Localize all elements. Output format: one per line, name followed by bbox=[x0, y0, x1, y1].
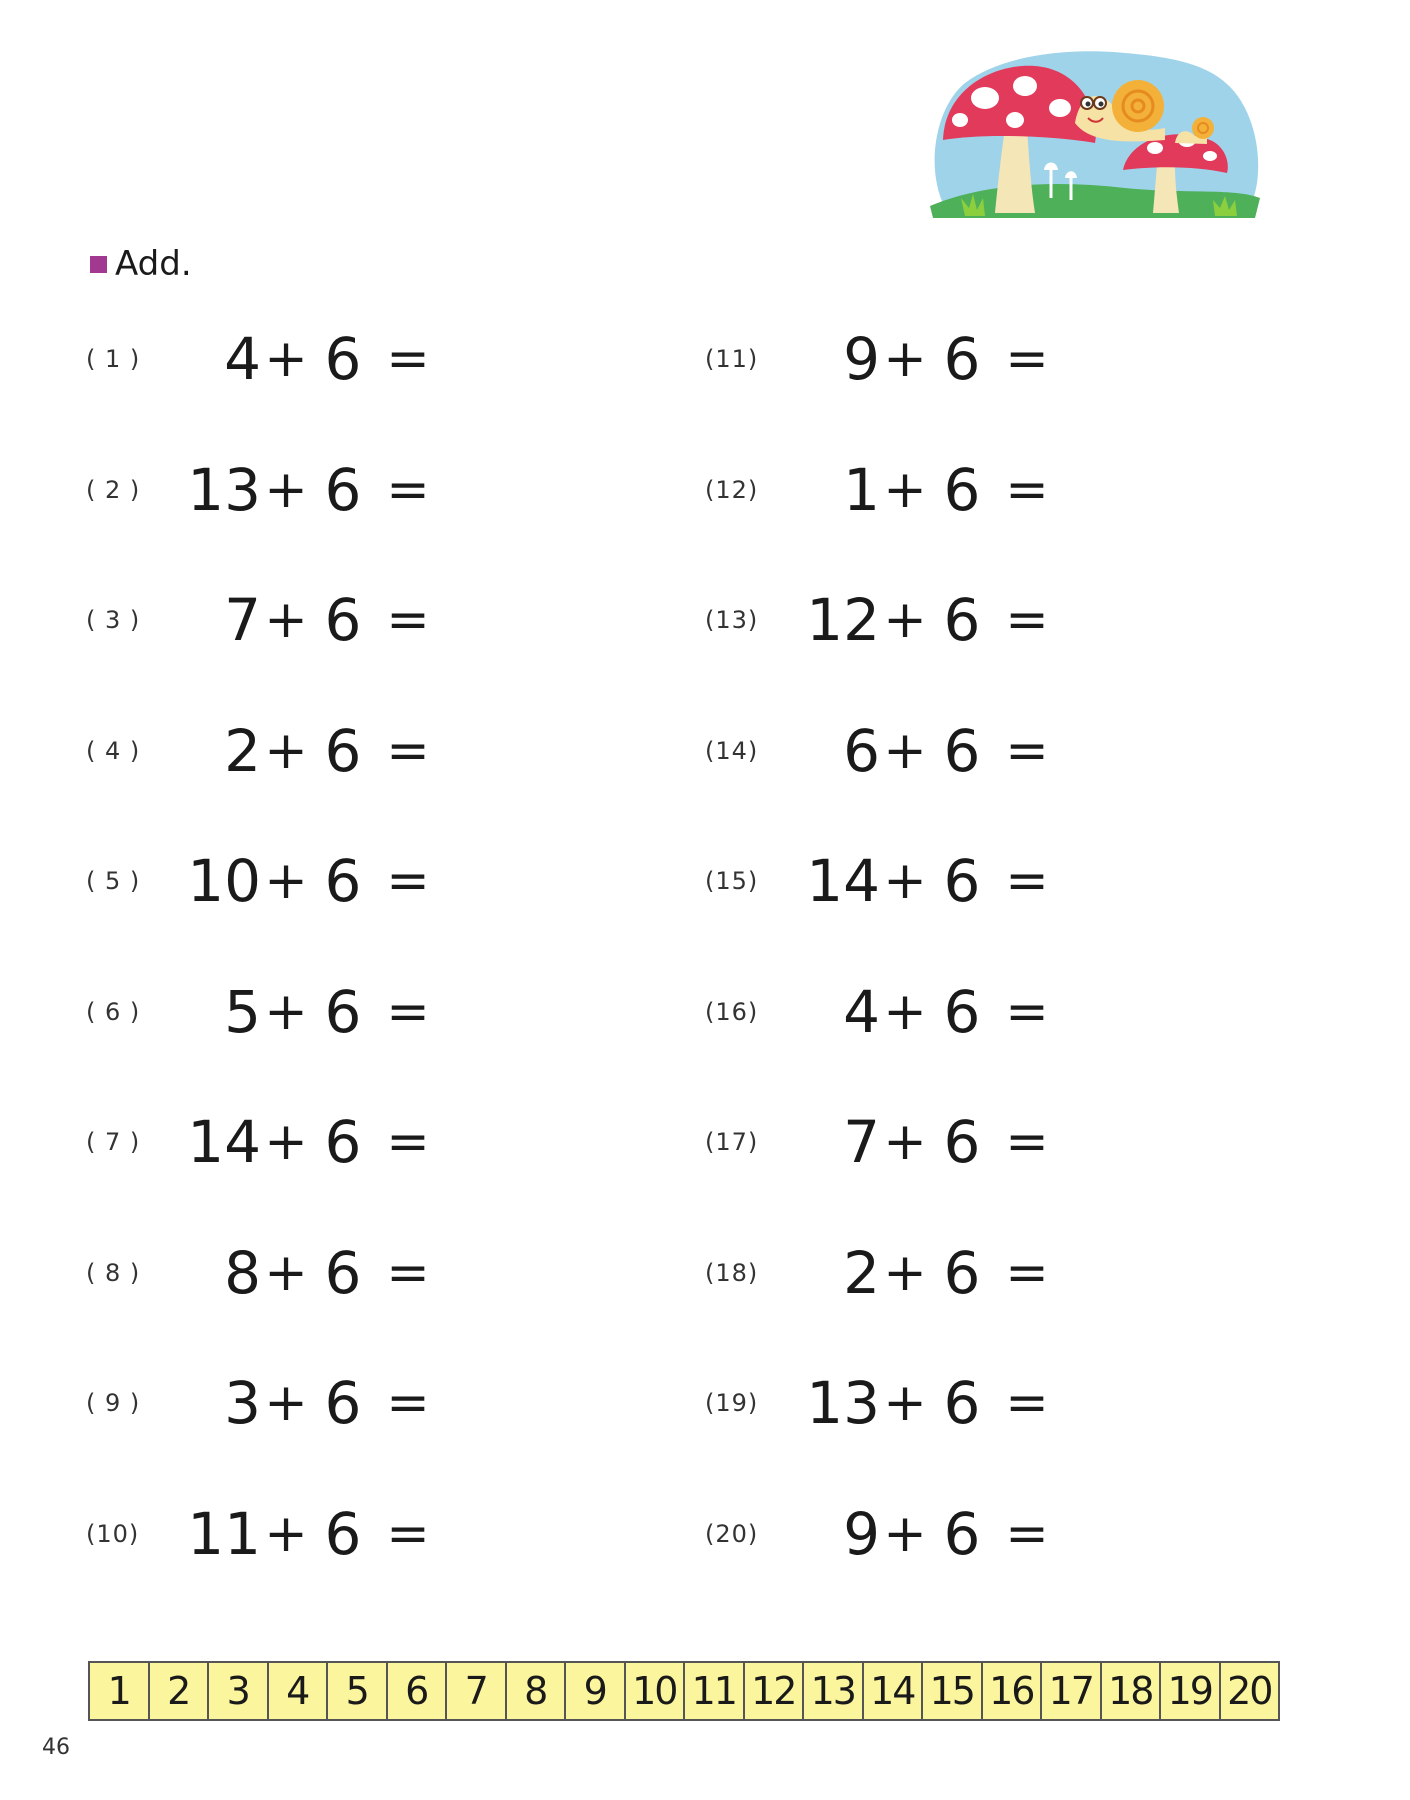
number-line-cell: 11 bbox=[685, 1663, 745, 1719]
plus-sign: + bbox=[264, 1112, 308, 1172]
problem-12 bbox=[705, 450, 1175, 530]
addend-b: 6 bbox=[943, 1499, 981, 1568]
problem-9 bbox=[86, 1363, 556, 1443]
problem-number: (18) bbox=[705, 1258, 759, 1287]
addend-a: 4 bbox=[843, 977, 880, 1046]
problem-3 bbox=[86, 580, 556, 660]
addend-b: 6 bbox=[324, 586, 362, 654]
addend-a: 13 bbox=[806, 1369, 880, 1437]
addend-a: 4 bbox=[224, 325, 261, 393]
plus-sign: + bbox=[264, 981, 308, 1042]
problem-number: (15) bbox=[705, 867, 759, 895]
equals-sign: = bbox=[386, 720, 430, 781]
addend-b: 6 bbox=[324, 1238, 362, 1307]
number-line-cell: 15 bbox=[923, 1663, 983, 1719]
addend-b: 6 bbox=[943, 716, 981, 785]
problem-number: (16) bbox=[705, 997, 759, 1026]
problem-13 bbox=[705, 580, 1175, 660]
number-line-cell: 19 bbox=[1161, 1663, 1221, 1719]
number-line bbox=[88, 1661, 1280, 1721]
addend-a: 14 bbox=[187, 1108, 261, 1176]
plus-sign: + bbox=[883, 851, 927, 911]
problem-17 bbox=[705, 1102, 1175, 1182]
problem-number: ( 2 ) bbox=[86, 475, 141, 504]
number-line-cell: 4 bbox=[269, 1663, 329, 1719]
instruction-text: Add. bbox=[115, 244, 192, 284]
problem-number: ( 1 ) bbox=[86, 345, 141, 373]
problem-number: (17) bbox=[705, 1128, 759, 1156]
number-line-cell: 6 bbox=[388, 1663, 448, 1719]
addend-a: 7 bbox=[224, 586, 261, 654]
number-line-cell: 16 bbox=[983, 1663, 1043, 1719]
addend-b: 6 bbox=[943, 586, 981, 654]
plus-sign: + bbox=[264, 1503, 308, 1564]
addend-b: 6 bbox=[943, 1108, 981, 1176]
problem-4 bbox=[86, 711, 556, 791]
number-line-cell: 10 bbox=[626, 1663, 686, 1719]
instruction bbox=[90, 244, 192, 284]
addend-a: 9 bbox=[843, 1499, 880, 1568]
problem-6 bbox=[86, 972, 556, 1052]
equals-sign: = bbox=[1005, 1373, 1049, 1433]
number-line-cell: 7 bbox=[447, 1663, 507, 1719]
number-line-cell: 1 bbox=[90, 1663, 150, 1719]
addend-a: 3 bbox=[224, 1369, 261, 1437]
problem-number: ( 8 ) bbox=[86, 1258, 141, 1287]
plus-sign: + bbox=[264, 720, 308, 781]
addend-b: 6 bbox=[324, 1499, 362, 1568]
number-line-cell: 2 bbox=[150, 1663, 210, 1719]
problem-2 bbox=[86, 450, 556, 530]
problem-number: (11) bbox=[705, 345, 759, 373]
addend-b: 6 bbox=[324, 716, 362, 785]
problem-15 bbox=[705, 841, 1175, 921]
problem-number: ( 9 ) bbox=[86, 1389, 141, 1417]
addend-a: 7 bbox=[843, 1108, 880, 1176]
plus-sign: + bbox=[264, 1242, 308, 1303]
number-line-cell: 17 bbox=[1042, 1663, 1102, 1719]
equals-sign: = bbox=[386, 590, 430, 650]
addend-a: 2 bbox=[843, 1238, 880, 1307]
addend-b: 6 bbox=[943, 1369, 981, 1437]
number-line-cell: 18 bbox=[1102, 1663, 1162, 1719]
equals-sign: = bbox=[1005, 981, 1049, 1042]
number-line-cell: 9 bbox=[566, 1663, 626, 1719]
equals-sign: = bbox=[386, 851, 430, 911]
addend-a: 1 bbox=[843, 455, 880, 524]
addend-b: 6 bbox=[324, 455, 362, 524]
plus-sign: + bbox=[883, 720, 927, 781]
problem-number: ( 3 ) bbox=[86, 606, 141, 634]
plus-sign: + bbox=[883, 1373, 927, 1433]
problem-number: (20) bbox=[705, 1519, 759, 1548]
number-line-cell: 14 bbox=[864, 1663, 924, 1719]
plus-sign: + bbox=[264, 1373, 308, 1433]
addend-b: 6 bbox=[324, 847, 362, 915]
equals-sign: = bbox=[1005, 1242, 1049, 1303]
plus-sign: + bbox=[883, 590, 927, 650]
equals-sign: = bbox=[386, 459, 430, 520]
problem-5 bbox=[86, 841, 556, 921]
problem-20 bbox=[705, 1494, 1175, 1574]
number-line-cell: 5 bbox=[328, 1663, 388, 1719]
problem-8 bbox=[86, 1233, 556, 1313]
problem-number: (13) bbox=[705, 606, 759, 634]
mushrooms-and-snails-illustration-icon bbox=[925, 48, 1263, 220]
plus-sign: + bbox=[883, 1242, 927, 1303]
number-line-cell: 3 bbox=[209, 1663, 269, 1719]
number-line-cell: 20 bbox=[1221, 1663, 1281, 1719]
plus-sign: + bbox=[883, 981, 927, 1042]
addend-a: 8 bbox=[224, 1238, 261, 1307]
problem-14 bbox=[705, 711, 1175, 791]
addend-b: 6 bbox=[943, 847, 981, 915]
number-line-cell: 12 bbox=[745, 1663, 805, 1719]
plus-sign: + bbox=[264, 329, 308, 389]
addend-b: 6 bbox=[943, 455, 981, 524]
plus-sign: + bbox=[264, 459, 308, 520]
number-line-cell: 8 bbox=[507, 1663, 567, 1719]
page-number: 46 bbox=[42, 1735, 70, 1760]
problem-number: (19) bbox=[705, 1389, 759, 1417]
addend-a: 13 bbox=[187, 455, 261, 524]
problem-number: ( 5 ) bbox=[86, 867, 141, 895]
equals-sign: = bbox=[1005, 590, 1049, 650]
equals-sign: = bbox=[1005, 720, 1049, 781]
equals-sign: = bbox=[1005, 459, 1049, 520]
equals-sign: = bbox=[386, 1373, 430, 1433]
number-line-cell: 13 bbox=[804, 1663, 864, 1719]
addend-a: 5 bbox=[224, 977, 261, 1046]
addend-a: 2 bbox=[224, 716, 261, 785]
equals-sign: = bbox=[386, 329, 430, 389]
addend-b: 6 bbox=[324, 325, 362, 393]
plus-sign: + bbox=[264, 590, 308, 650]
problem-16 bbox=[705, 972, 1175, 1052]
plus-sign: + bbox=[883, 459, 927, 520]
problem-10 bbox=[86, 1494, 556, 1574]
plus-sign: + bbox=[883, 1503, 927, 1564]
equals-sign: = bbox=[1005, 329, 1049, 389]
addend-a: 10 bbox=[187, 847, 261, 915]
plus-sign: + bbox=[264, 851, 308, 911]
problem-number: (12) bbox=[705, 475, 759, 504]
addend-a: 9 bbox=[843, 325, 880, 393]
plus-sign: + bbox=[883, 1112, 927, 1172]
mushroom-snail-illustration bbox=[925, 48, 1263, 220]
problem-11 bbox=[705, 319, 1175, 399]
addend-b: 6 bbox=[324, 977, 362, 1046]
problem-number: ( 4 ) bbox=[86, 736, 141, 765]
addend-a: 14 bbox=[806, 847, 880, 915]
equals-sign: = bbox=[1005, 1112, 1049, 1172]
problem-1 bbox=[86, 319, 556, 399]
problem-number: ( 7 ) bbox=[86, 1128, 141, 1156]
problem-19 bbox=[705, 1363, 1175, 1443]
addend-b: 6 bbox=[943, 325, 981, 393]
addend-b: 6 bbox=[324, 1108, 362, 1176]
equals-sign: = bbox=[386, 1242, 430, 1303]
problem-number: (10) bbox=[86, 1519, 140, 1548]
problem-number: (14) bbox=[705, 736, 759, 765]
addend-b: 6 bbox=[943, 1238, 981, 1307]
problem-18 bbox=[705, 1233, 1175, 1313]
equals-sign: = bbox=[386, 1503, 430, 1564]
equals-sign: = bbox=[386, 981, 430, 1042]
equals-sign: = bbox=[1005, 851, 1049, 911]
plus-sign: + bbox=[883, 329, 927, 389]
addend-b: 6 bbox=[943, 977, 981, 1046]
equals-sign: = bbox=[1005, 1503, 1049, 1564]
addend-a: 12 bbox=[806, 586, 880, 654]
addend-b: 6 bbox=[324, 1369, 362, 1437]
instruction-bullet-icon bbox=[90, 256, 107, 273]
problem-7 bbox=[86, 1102, 556, 1182]
problem-number: ( 6 ) bbox=[86, 997, 141, 1026]
equals-sign: = bbox=[386, 1112, 430, 1172]
addend-a: 11 bbox=[187, 1499, 261, 1568]
addend-a: 6 bbox=[843, 716, 880, 785]
